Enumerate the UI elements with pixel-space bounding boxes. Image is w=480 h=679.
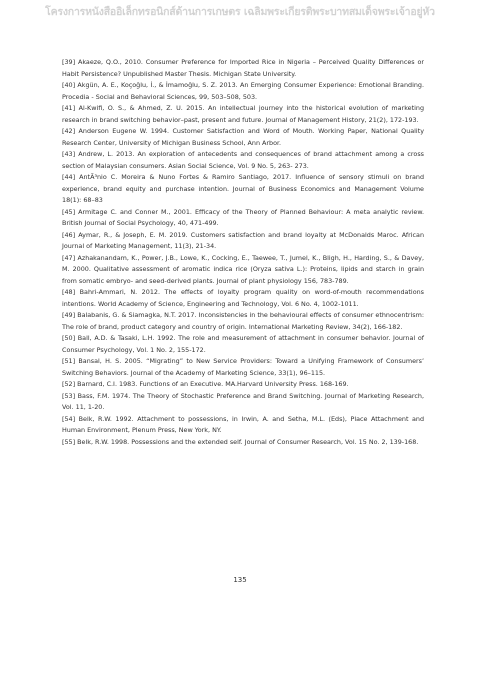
- reference-item: [48] Bahri-Ammari, N. 2012. The effects of loyalty program quality on word-of-mouth recommendations intentions. World Academy of Science, Engineering and Technology, Vol. 6 No. 4, 1002-1011.: [62, 288, 424, 308]
- reference-item: [41] Al-Kwifi, O. S., & Ahmed, Z. U. 2015. An intellectual journey into the historical evolution of marketing research in brand switching behavior–past, present and future. Journal of Management History, 21(2), 172-193.: [62, 104, 424, 124]
- reference-item: [51] Bansal, H. S. 2005. “Migrating” to New Service Providers: Toward a Unifying Framework of Consumers’ Switching Behaviors. Journal of the Academy of Marketing Science, 33(1), 96–115.: [62, 357, 424, 377]
- reference-item: [54] Belk, R.W. 1992. Attachment to possessions, in Irwin, A. and Setha, M.L. (Eds), Place Attachment and Human Environment, Plenum Press, New York, NY.: [62, 414, 424, 434]
- reference-item: [47] Azhakanandam, K., Power, J.B., Lowe, K., Cocking, E., Taewee, T., Jumel, K., Bligh, H., Harding, S., & Davey, M. 2000. Qualitative assessment of aromatic indica rice (Oryza sativa L.): Proteins, lipids and starch in grain from somatic embryo- and seed-derived plants. Journal of plant physiology 156, 783-789.: [62, 253, 424, 285]
- reference-item: [46] Aymar, R., & Joseph, E. M. 2019. Customers satisfaction and brand loyalty at McDonalds Maroc. African Journal of Marketing Management, 11(3), 21-34.: [62, 230, 424, 250]
- reference-list: [62, 57, 424, 448]
- reference-item: [44] AntÃ³nio C. Moreira & Nuno Fortes & Ramiro Santiago, 2017. Influence of sensory stimuli on brand experience, brand equity and purchase intention. Journal of Business Economics and Management Volume 18(1): 68–83: [62, 173, 424, 204]
- reference-item: [43] Andrew, L. 2013. An exploration of antecedents and consequences of brand attachment among a cross section of Malaysian consumers. Asian Social Science, Vol. 9 No. 5, 263- 273.: [62, 150, 424, 170]
- reference-item: [49] Balabanis, G. & Siamagka, N.T. 2017. Inconsistencies in the behavioural effects of consumer ethnocentrism: The role of brand, product category and country of origin. International Marketing Review, 34(2), 166-182.: [62, 311, 424, 331]
- reference-item: [39] Akaeze, Q.O., 2010. Consumer Preference for Imported Rice in Nigeria – Perceived Quality Differences or Habit Persistence? Unpublished Master Thesis. Michigan State University.: [62, 58, 424, 78]
- watermark-header: โครงการหนังสืออิเล็กทรอนิกส์ด้านการเกษตร เฉลิมพระเกียรติพระบาทสมเด็จพระเจ้าอยู่หัว: [45, 6, 435, 18]
- reference-item: [50] Ball, A.D. & Tasaki, L.H. 1992. The role and measurement of attachment in consumer behavior. Journal of Consumer Psychology, Vol. 1 No. 2, 155-172.: [62, 334, 424, 354]
- reference-item: [53] Bass, F.M. 1974. The Theory of Stochastic Preference and Brand Switching. Journal of Marketing Research, Vol. 11, 1-20.: [62, 391, 424, 411]
- reference-item: [55] Belk, R.W. 1998. Possessions and the extended self. Journal of Consumer Research, Vol. 15 No. 2, 139-168.: [62, 437, 419, 446]
- reference-item: [45] Armitage C. and Conner M., 2001. Efficacy of the Theory of Planned Behaviour: A meta analytic review. British Journal of Social Psychology, 40, 471-499.: [62, 207, 424, 227]
- reference-item: [40] Akgün, A. E., Koçoğlu, İ., & İmamoğlu, S. Z. 2013. An Emerging Consumer Experience: Emotional Branding. Procedia - Social and Behavioral Sciences, 99, 503–508, 503.: [62, 81, 424, 101]
- reference-item: [42] Anderson Eugene W. 1994. Customer Satisfaction and Word of Mouth. Working Paper, National Quality Research Center, University of Michigan Business School, Ann Arbor.: [62, 127, 424, 147]
- reference-item: [52] Barnard, C.I. 1983. Functions of an Executive. MA.Harvard University Press. 168-169.: [62, 380, 349, 388]
- page-number: 135: [233, 576, 247, 584]
